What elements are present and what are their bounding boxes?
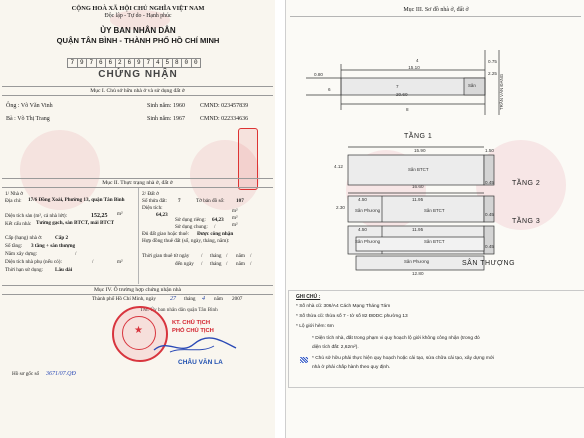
land-common-unit: m²	[232, 222, 238, 228]
land-own: 64,23	[212, 217, 224, 223]
house-level-label: Cấp (hạng) nhà ở:	[5, 235, 43, 241]
floor-dim: 4.50	[358, 227, 367, 232]
certificate-left-page	[0, 0, 275, 438]
land-term-year: /	[250, 253, 252, 259]
serial-digit: 4	[153, 58, 164, 68]
serial-digit: 0	[181, 58, 192, 68]
land-term-month: /	[226, 253, 228, 259]
site-dim: 20.60	[396, 92, 408, 97]
page-gutter	[275, 0, 285, 438]
serial-digit: 8	[172, 58, 183, 68]
floor-2-label: TẦNG 2	[512, 180, 541, 187]
sign-year-label: năm	[214, 296, 223, 302]
certificate-right-page	[285, 0, 584, 438]
note-line: * Diện tích nhà, đất trong phạm vi quy hoạch lộ giới không công nhận (trong đó	[312, 336, 480, 341]
serial-number	[68, 58, 201, 68]
land-area: 64,23	[156, 212, 168, 218]
floor-dim: 11.95	[412, 197, 424, 202]
site-dim: 0.80	[314, 72, 323, 77]
section-1-header: Mục I. Chủ sở hữu nhà ở và sử dụng đất ở	[2, 86, 273, 96]
note-line: * Chủ sở hữu phải thực hiện quy hoạch hoặc cải tạo, sửa chữa cải tạo, xây dựng mới	[312, 356, 495, 361]
house-sub-area-unit: m²	[117, 259, 123, 265]
site-dim: 0.75	[488, 59, 497, 64]
sign-month: 4	[202, 296, 205, 302]
section-4-header: Mục IV. Ô trường hợp chứng nhận nhà	[2, 285, 273, 295]
land-term-label: Thời gian thuê từ ngày	[142, 253, 190, 259]
land-plot: 7	[178, 198, 181, 204]
house-area-label: Diện tích sàn (m², cả nhà lớt):	[5, 213, 68, 219]
motto: Độc lập - Tự do - Hạnh phúc	[104, 13, 172, 19]
sign-place-date: Thành phố Hồ Chí Minh, ngày	[92, 296, 156, 302]
land-sheet-label: Tờ bản đồ số:	[196, 198, 225, 204]
owner-2-id: CMND: 022334636	[200, 116, 249, 122]
land-common-label: Sử dụng chung:	[175, 224, 208, 230]
record-label: Hồ sơ gốc số	[12, 371, 40, 377]
serial-digit: 7	[67, 58, 78, 68]
land-form-label: Đủ đất giao hoặc thuê:	[142, 231, 189, 237]
sign-organization: TM. Ủy ban nhân dân quận Tân Bình	[140, 307, 218, 313]
house-heading: 1/ Nhà ở	[5, 191, 24, 197]
land-common: /	[214, 224, 216, 230]
note-line: * Lộ giới hẻm: 6m	[296, 324, 334, 329]
land-to-month: /	[226, 261, 228, 267]
floor-dim: 11.95	[412, 227, 424, 232]
republic-title: CỘNG HOÀ XÃ HỘI CHỦ NGHĨA VIỆT NAM	[71, 5, 205, 12]
serial-digit: 5	[162, 58, 173, 68]
site-lot-label: Sân	[468, 83, 476, 88]
land-contract-label: Hợp đồng thuê đất (số, ngày, tháng, năm):	[142, 238, 230, 244]
land-to-year: /	[250, 261, 252, 267]
rooftop-label: SÂN THƯỢNG	[462, 260, 516, 267]
hatch-legend-icon	[300, 357, 308, 363]
owner-1-birth: Sinh năm: 1960	[147, 103, 186, 109]
site-dim: 15.10	[408, 65, 420, 70]
serial-digit: 6	[105, 58, 116, 68]
serial-digit: 0	[191, 58, 202, 68]
land-term-year-label: năm	[236, 253, 245, 259]
serial-digit: 6	[124, 58, 135, 68]
serial-digit: 7	[86, 58, 97, 68]
house-structure: Tường gạch, sàn BTCT, mái BTCT	[36, 220, 115, 226]
land-own-label: Sử dụng riêng:	[175, 217, 206, 223]
owner-2-birth: Sinh năm: 1967	[147, 116, 186, 122]
notes-title: GHI CHÚ :	[296, 294, 321, 300]
star-icon: ★	[134, 325, 143, 336]
serial-digit: 7	[143, 58, 154, 68]
land-form: Được công nhận	[197, 231, 234, 237]
sign-year: 2007	[232, 296, 243, 302]
rooftop-dim: 12.80	[412, 271, 424, 276]
floor-dim: 2.30	[336, 205, 345, 210]
land-to-label: đến ngày	[175, 261, 194, 267]
house-sub-area-label: Diện tích nhà phụ (nếu có):	[5, 259, 62, 265]
floor-1-label: TẦNG 1	[404, 133, 433, 140]
floor-dim: 4.12	[334, 164, 343, 169]
land-sheet: 107	[236, 198, 244, 204]
house-area-unit: m²	[117, 211, 123, 217]
site-dim: 8	[406, 107, 409, 112]
land-plot-label: Số thửa đất:	[142, 198, 168, 204]
note-line: * Số thửa cũ: thửa số 7 - tờ số 82 ĐĐDC phường 13	[296, 314, 408, 319]
house-address-label: Địa chỉ:	[5, 198, 22, 204]
note-line: diện tích đất: 2,62m²).	[312, 345, 359, 350]
owner-1-id: CMND: 023457839	[200, 103, 249, 109]
owner-1-name: Ông : Võ Văn Vinh	[6, 103, 53, 109]
serial-digit: 6	[96, 58, 107, 68]
site-dim: 6	[328, 87, 331, 92]
land-own-unit: m²	[232, 215, 238, 221]
floor-3-room: Sân Phương	[355, 239, 381, 244]
floor-dim: 1.50	[485, 148, 494, 153]
land-to-year-label: năm	[236, 261, 245, 267]
site-dim: 2.25	[488, 71, 497, 76]
house-year: /	[75, 251, 77, 257]
house-floors-label: Số tầng:	[5, 243, 23, 249]
sign-month-label: tháng	[184, 296, 196, 302]
land-term-month-label: tháng	[210, 253, 222, 259]
floor-2-room: Sân BTCT	[424, 208, 445, 213]
house-term-label: Thời hạn sử dụng:	[5, 267, 43, 273]
land-to-month-label: tháng	[210, 261, 222, 267]
serial-digit: 9	[134, 58, 145, 68]
column-divider	[138, 188, 139, 284]
serial-digit: 2	[115, 58, 126, 68]
land-area-label: Diện tích:	[142, 205, 163, 211]
house-structure-label: Kết cấu nhà:	[5, 221, 32, 227]
rooftop-room: Sân Phương	[404, 259, 430, 264]
floor-2-room: Sân Phương	[355, 208, 381, 213]
house-level: Cấp 2	[55, 235, 69, 241]
floor-dim: 15.90	[414, 148, 426, 153]
note-line: * Số nhà cũ: 306/A4 Cách Mạng Tháng Tám	[296, 304, 391, 309]
house-sub-area: /	[92, 259, 94, 265]
signer-name: CHÂU VĂN LA	[178, 359, 223, 366]
site-dim: 4	[416, 58, 419, 63]
sign-role-1: KT. CHỦ TỊCH	[172, 320, 210, 326]
section-3-title: Mục III. Sơ đồ nhà ở, đất ở	[403, 7, 469, 13]
sign-day: 27	[170, 296, 176, 302]
floor-dim: 0.45	[485, 244, 494, 249]
land-heading: 2/ Đất ở	[142, 191, 159, 197]
certificate-title: CHỨNG NHẬN	[98, 69, 178, 80]
floor-3-room: Sân BTCT	[424, 239, 445, 244]
house-term: Lâu dài	[55, 267, 73, 273]
sign-role-2: PHÓ CHỦ TỊCH	[172, 328, 214, 334]
house-year-label: Năm xây dựng:	[5, 251, 38, 257]
house-address: 17/6 Đồng Xoài, Phường 13, quận Tân Bình	[28, 197, 125, 203]
section-2-header: Mục II. Thực trạng nhà ở, đất ở	[2, 178, 273, 188]
house-floors: 3 tầng + sân thượng	[31, 243, 76, 249]
floor-dim: 4.50	[358, 197, 367, 202]
note-line: nhà ở phải chấp hành theo quy định.	[312, 365, 391, 370]
district-title: QUẬN TÂN BÌNH - THÀNH PHỐ HỒ CHÍ MINH	[56, 36, 220, 45]
road-label: TRẦN VĂN ĐANG	[499, 73, 504, 110]
site-dim: 7	[396, 84, 399, 89]
house-area: 152,25	[91, 213, 108, 219]
committee-title: ỦY BAN NHÂN DÂN	[100, 26, 176, 35]
floor-dim: 16.60	[412, 184, 424, 189]
serial-digit: 9	[77, 58, 88, 68]
record-number: 3671/07.QĐ	[46, 371, 76, 377]
floor-dim: 0.45	[485, 180, 494, 185]
owner-2-name: Bà : Võ Thị Trang	[6, 116, 50, 122]
floor-1-room: Sân BTCT	[408, 167, 429, 172]
land-term-day: /	[201, 253, 203, 259]
floor-3-label: TẦNG 3	[512, 218, 541, 225]
land-area-unit: m²	[232, 208, 238, 214]
land-to-day: /	[201, 261, 203, 267]
floor-dim: 0.45	[485, 212, 494, 217]
signature	[150, 336, 240, 358]
